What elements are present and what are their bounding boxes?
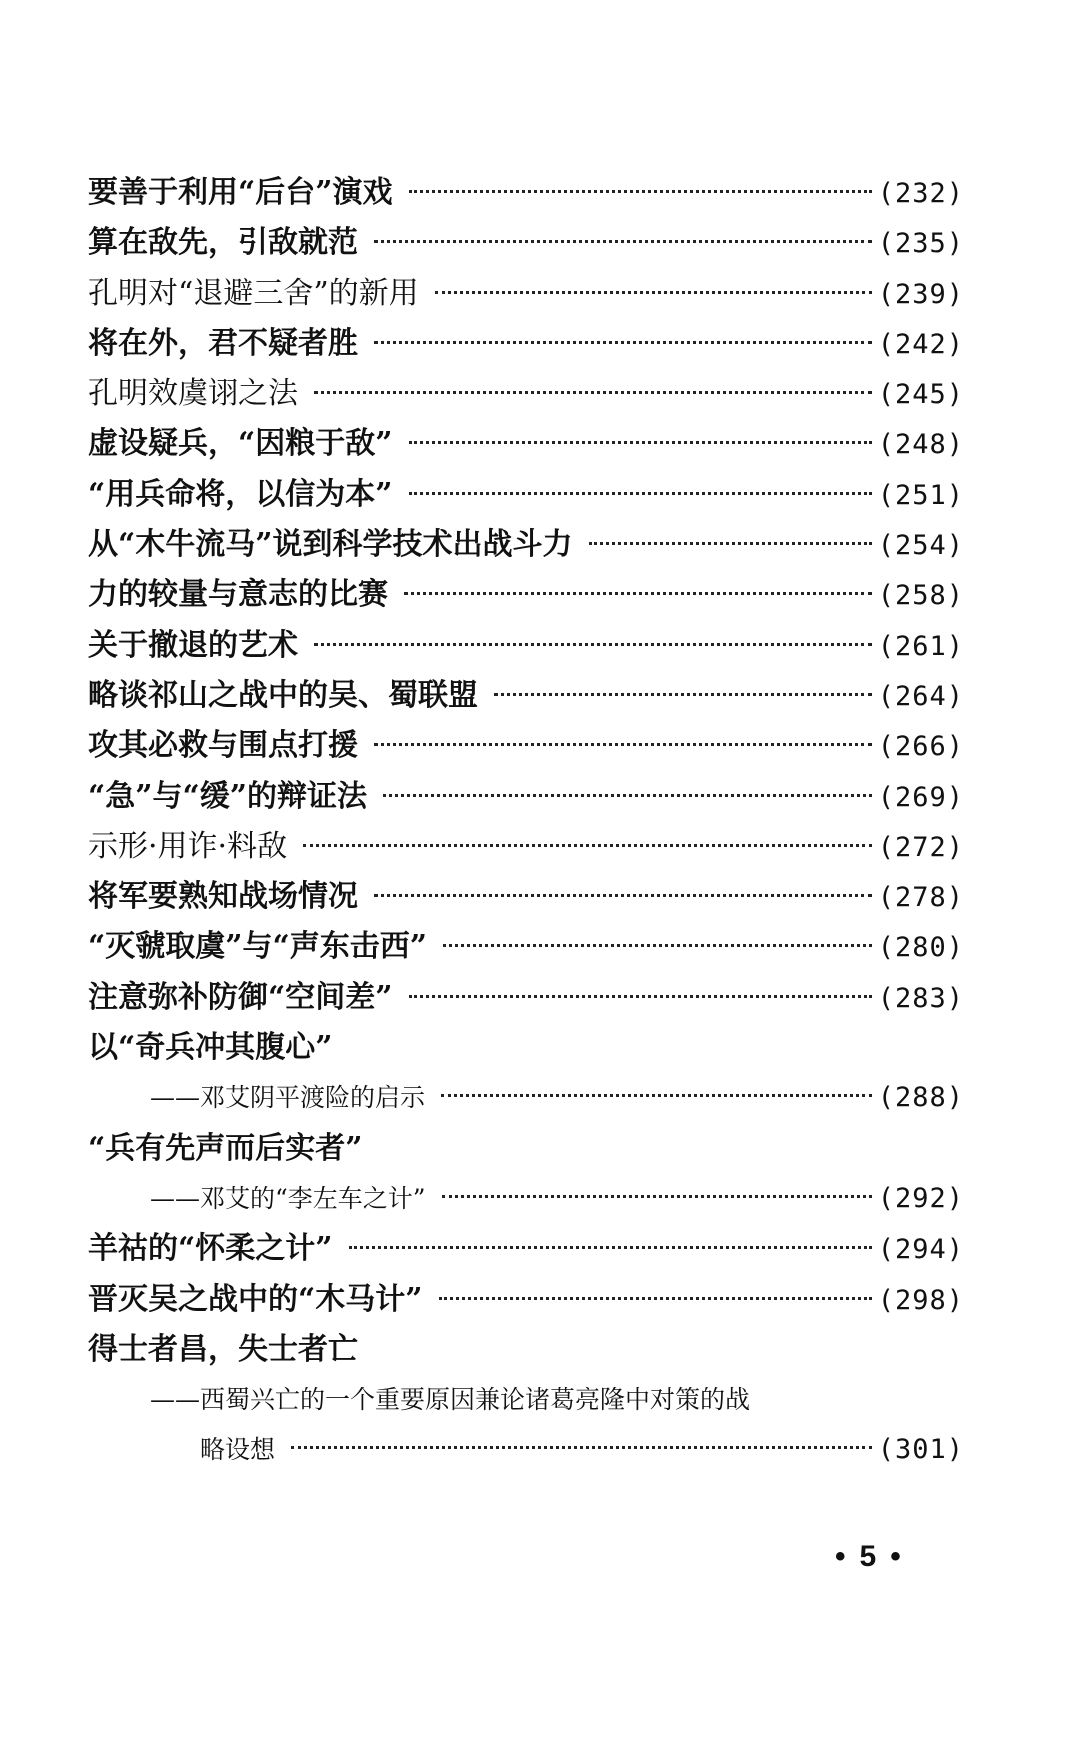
toc-entry-title: “急”与“缓”的辩证法 xyxy=(88,778,368,814)
toc-entry xyxy=(88,772,964,822)
toc-entry-title: “用兵命将，以信为本” xyxy=(88,476,393,512)
dot-leader xyxy=(374,240,872,243)
toc-entry-title: 关于撤退的艺术 xyxy=(88,627,298,663)
toc-entry-page: (264) xyxy=(877,680,964,712)
toc-entry xyxy=(88,1174,964,1224)
toc-entry-title: 将在外，君不疑者胜 xyxy=(88,325,358,361)
toc-entry-page: (294) xyxy=(877,1234,964,1266)
dot-leader xyxy=(314,391,872,394)
dot-leader xyxy=(374,894,872,897)
toc-entry xyxy=(88,621,964,671)
toc-entry xyxy=(88,721,964,771)
toc-entry xyxy=(88,470,964,520)
toc-entry-page: (254) xyxy=(877,530,964,562)
toc-entry-page: (292) xyxy=(877,1182,964,1214)
dot-leader xyxy=(494,693,872,696)
toc-entry-title: 略谈祁山之战中的吴、蜀联盟 xyxy=(88,677,478,713)
toc-entry-title: 注意弥补防御“空间差” xyxy=(88,979,393,1015)
toc-entry-page: (301) xyxy=(877,1434,964,1466)
dot-leader xyxy=(409,492,872,495)
table-of-contents xyxy=(88,168,964,1476)
dot-leader xyxy=(291,1446,872,1449)
page-number: •5• xyxy=(835,1540,915,1573)
dot-leader xyxy=(409,441,872,444)
dot-leader xyxy=(441,1094,872,1097)
toc-entry-title: 攻其必救与围点打援 xyxy=(88,728,358,764)
toc-entry xyxy=(88,973,964,1023)
toc-entry-page: (239) xyxy=(877,278,964,310)
toc-entry xyxy=(88,520,964,570)
dot-leader xyxy=(442,1195,872,1198)
toc-entry-title: 示形·用诈·料敌 xyxy=(88,828,288,864)
dot-leader xyxy=(349,1246,872,1249)
toc-entry xyxy=(88,872,964,922)
toc-entry xyxy=(88,1425,964,1475)
toc-entry-page: (272) xyxy=(877,831,964,863)
toc-entry-page: (251) xyxy=(877,479,964,511)
toc-entry-page: (283) xyxy=(877,982,964,1014)
toc-entry-page: (258) xyxy=(877,580,964,612)
toc-entry xyxy=(88,369,964,419)
dot-leader xyxy=(409,190,872,193)
toc-entry-title: 要善于利用“后台”演戏 xyxy=(88,175,393,210)
toc-entry xyxy=(88,269,964,319)
toc-entry xyxy=(88,1124,964,1174)
toc-entry-page: (261) xyxy=(877,630,964,662)
toc-entry-title: “灭虢取虞”与“声东击西” xyxy=(88,929,428,965)
toc-entry xyxy=(88,922,964,972)
dot-leader xyxy=(314,643,872,646)
dot-leader xyxy=(443,944,872,947)
toc-entry-title: 从“木牛流马”说到科学技术出战斗力 xyxy=(88,527,573,563)
toc-entry-title: 算在敌先，引敌就范 xyxy=(88,225,358,261)
toc-entry-title: 以“奇兵冲其腹心” xyxy=(88,1030,333,1066)
dot-leader xyxy=(303,844,872,847)
toc-entry-title: ——邓艾阴平渡险的启示 xyxy=(150,1083,426,1113)
toc-entry xyxy=(88,1275,964,1325)
dot-leader xyxy=(589,542,872,545)
toc-entry-title: ——西蜀兴亡的一个重要原因兼论诸葛亮隆中对策的战 xyxy=(150,1385,751,1415)
toc-entry-page: (269) xyxy=(877,781,964,813)
toc-entry-title: 孔明效虞诩之法 xyxy=(88,376,298,412)
toc-entry-title: 略设想 xyxy=(200,1435,276,1465)
toc-entry-page: (232) xyxy=(877,178,964,209)
toc-entry xyxy=(88,671,964,721)
toc-entry xyxy=(88,1325,964,1375)
toc-entry-page: (288) xyxy=(877,1082,964,1114)
toc-entry xyxy=(88,168,964,218)
toc-entry-page: (298) xyxy=(877,1284,964,1316)
toc-entry-page: (266) xyxy=(877,731,964,763)
dot-leader xyxy=(374,743,872,746)
toc-entry-title: 羊祜的“怀柔之计” xyxy=(88,1231,333,1267)
toc-entry-title: 虚设疑兵，“因粮于敌” xyxy=(88,426,393,462)
toc-entry xyxy=(88,319,964,369)
toc-entry xyxy=(88,1073,964,1123)
toc-entry xyxy=(88,1224,964,1274)
toc-entry-page: (235) xyxy=(877,228,964,260)
dot-leader xyxy=(383,794,872,797)
toc-entry xyxy=(88,1375,964,1425)
toc-entry-page: (278) xyxy=(877,882,964,914)
toc-entry-page: (280) xyxy=(877,932,964,964)
toc-entry-title: 将军要熟知战场情况 xyxy=(88,879,358,915)
toc-entry xyxy=(88,570,964,620)
dot-leader xyxy=(374,341,872,344)
dot-leader xyxy=(435,291,872,294)
toc-entry-page: (242) xyxy=(877,328,964,360)
toc-entry xyxy=(88,419,964,469)
toc-entry-title: “兵有先声而后实者” xyxy=(88,1130,363,1166)
toc-entry xyxy=(88,1023,964,1073)
toc-entry-page: (248) xyxy=(877,429,964,461)
dot-leader xyxy=(409,995,872,998)
toc-entry xyxy=(88,822,964,872)
toc-entry-title: ——邓艾的“李左车之计” xyxy=(150,1183,426,1213)
toc-entry-title: 得士者昌，失士者亡 xyxy=(88,1331,358,1367)
dot-leader xyxy=(439,1297,872,1300)
toc-entry xyxy=(88,218,964,268)
toc-entry-title: 晋灭吴之战中的“木马计” xyxy=(88,1281,423,1317)
toc-entry-title: 力的较量与意志的比赛 xyxy=(88,577,388,613)
dot-leader xyxy=(404,592,872,595)
toc-entry-page: (245) xyxy=(877,379,964,411)
toc-entry-title: 孔明对“退避三舍”的新用 xyxy=(88,275,419,311)
